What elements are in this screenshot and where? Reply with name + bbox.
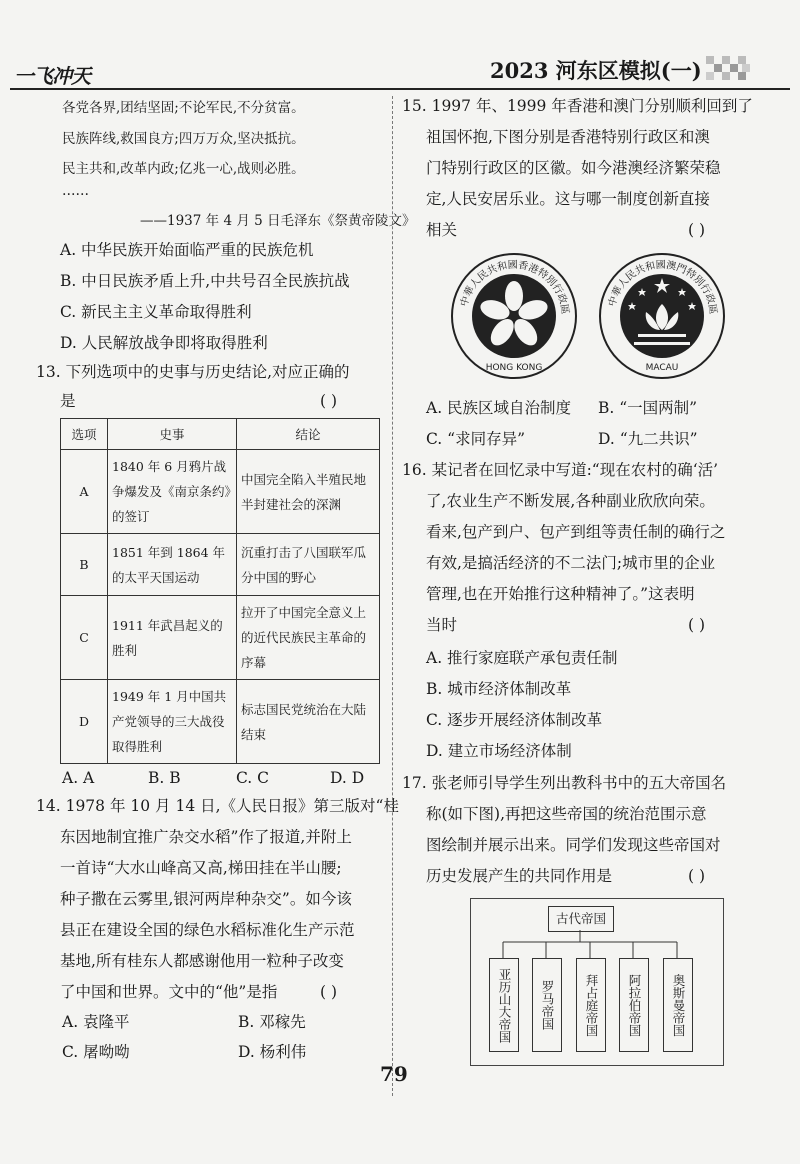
hk-emblem-label: HONG KONG (485, 363, 543, 373)
table-header: 选项 (61, 419, 108, 450)
q16-option-c[interactable]: C. 逐步开展经济体制改革 (426, 711, 603, 729)
q14-option-b[interactable]: B. 邓稼先 (238, 1013, 306, 1031)
history-table (60, 418, 380, 764)
q15-stem-line: 祖国怀抱,下图分别是香港特别行政区和澳 (426, 128, 710, 146)
q17-stem-line: 历史发展产生的共同作用是 (426, 867, 613, 885)
q12-option-a[interactable]: A. 中华民族开始面临严重的民族危机 (60, 241, 314, 259)
q13-stem: 13. 下列选项中的史事与历史结论,对应正确的 (36, 363, 350, 381)
table-cell-event: 1840 年 6 月鸦片战争爆发及《南京条约》的签订 (108, 450, 237, 534)
q14-stem-line: 东因地制宜推广杂交水稻”作了报道,并附上 (60, 828, 352, 846)
header-rule (10, 88, 790, 90)
poem-line: …… (62, 183, 89, 199)
q14-option-c[interactable]: C. 屠呦呦 (62, 1043, 130, 1061)
table-row (61, 450, 380, 534)
poem-source: ——1937 年 4 月 5 日毛泽东《祭黄帝陵文》 (140, 213, 416, 229)
table-cell-option: A (61, 450, 108, 534)
q17-stem-line: 称(如下图),再把这些帝国的统治范围示意 (426, 805, 707, 823)
diagram-node-alexander: 亚历山大帝国 (489, 958, 519, 1052)
hk-emblem-ring-text: 中華人民共和國香港特別行政區 (458, 259, 571, 315)
q12-option-b[interactable]: B. 中日民族矛盾上升,中共号召全民族抗战 (60, 272, 350, 290)
brand-logo: 一飞冲天 (14, 64, 90, 88)
diagram-node-byzantine: 拜占庭帝国 (576, 958, 606, 1052)
q16-option-a[interactable]: A. 推行家庭联产承包责任制 (426, 649, 618, 667)
page-number: 79 (380, 1062, 408, 1086)
q14-option-d[interactable]: D. 杨利伟 (238, 1043, 307, 1061)
table-cell-option: C (61, 596, 108, 680)
poem-line: 民主共和,改革内政;亿兆一心,战则必胜。 (62, 161, 305, 177)
table-cell-conclusion: 拉开了中国完全意义上的近代民族民主革命的序幕 (237, 596, 380, 680)
answer-blank[interactable]: ( ) (688, 221, 706, 239)
q12-option-c[interactable]: C. 新民主主义革命取得胜利 (60, 303, 252, 321)
q14-stem-line: 基地,所有桂东人都感谢他用一粒种子改变 (60, 952, 344, 970)
q13-option-b[interactable]: B. B (148, 769, 181, 787)
table-header: 结论 (237, 419, 380, 450)
q16-option-b[interactable]: B. 城市经济体制改革 (426, 680, 572, 698)
diagram-node-ottoman: 奥斯曼帝国 (663, 958, 693, 1052)
diagram-connectors (470, 930, 722, 960)
q16-option-d[interactable]: D. 建立市场经济体制 (426, 742, 572, 760)
q15-option-d[interactable]: D. “九二共识” (598, 430, 698, 448)
poem-line: 民族阵线,救国良方;四万万众,坚决抵抗。 (62, 131, 305, 147)
macau-emblem-label: MACAU (645, 363, 679, 373)
q14-stem-line: 种子撒在云雾里,银河两岸种杂交”。如今该 (60, 890, 352, 908)
q16-stem-line: 有效,是搞活经济的不二法门;城市里的企业 (426, 554, 716, 572)
checker-decoration (706, 56, 750, 82)
q17-stem-line: 17. 张老师引导学生列出教科书中的五大帝国名 (402, 774, 727, 792)
q16-stem-line: 当时 (426, 616, 458, 634)
q16-stem-line: 了,农业生产不断发展,各种副业欣欣向荣。 (426, 492, 715, 510)
q13-option-d[interactable]: D. D (330, 769, 365, 787)
table-cell-conclusion: 中国完全陷入半殖民地半封建社会的深渊 (237, 450, 380, 534)
table-row (61, 596, 380, 680)
q17-stem-line: 图绘制并展示出来。同学们发现这些帝国对 (426, 836, 721, 854)
macau-emblem-ring-text: 中華人民共和國澳門特別行政區 (606, 259, 719, 315)
q15-option-a[interactable]: A. 民族区域自治制度 (426, 399, 572, 417)
q13-option-a[interactable]: A. A (62, 769, 95, 787)
q16-stem-line: 看来,包产到户、包产到组等责任制的确行之 (426, 523, 726, 541)
exam-title: 2023 河东区模拟(一) (490, 58, 702, 83)
q15-option-c[interactable]: C. “求同存异” (426, 430, 526, 448)
macau-emblem-icon (598, 252, 726, 380)
q15-stem-line: 门特别行政区的区徽。如今港澳经济繁荣稳 (426, 159, 721, 177)
q13-option-c[interactable]: C. C (236, 769, 270, 787)
poem-line: 各党各界,团结坚固;不论军民,不分贫富。 (62, 100, 305, 116)
diagram-node-rome: 罗马帝国 (532, 958, 562, 1052)
q16-stem-line: 16. 某记者在回忆录中写道:“现在农村的确‘活’ (402, 461, 719, 479)
table-header: 史事 (108, 419, 237, 450)
q16-stem-line: 管理,也在开始推行这种精神了。”这表明 (426, 585, 695, 603)
q12-option-d[interactable]: D. 人民解放战争即将取得胜利 (60, 334, 268, 352)
q14-option-a[interactable]: A. 袁隆平 (62, 1013, 130, 1031)
table-cell-event: 1949 年 1 月中国共产党领导的三大战役取得胜利 (108, 680, 237, 764)
table-cell-conclusion: 标志国民党统治在大陆结束 (237, 680, 380, 764)
table-row (61, 534, 380, 596)
q14-stem-line: 了中国和世界。文中的“他”是指 (60, 983, 278, 1001)
hong-kong-emblem-icon (450, 252, 578, 380)
q14-stem-line: 一首诗“大水山峰高又高,梯田挂在半山腰; (60, 859, 342, 877)
q15-option-b[interactable]: B. “一国两制” (598, 399, 698, 417)
table-cell-event: 1851 年到 1864 年的太平天国运动 (108, 534, 237, 596)
diagram-node-arab: 阿拉伯帝国 (619, 958, 649, 1052)
table-cell-option: D (61, 680, 108, 764)
table-cell-option: B (61, 534, 108, 596)
table-cell-event: 1911 年武昌起义的胜利 (108, 596, 237, 680)
answer-blank[interactable]: ( ) (688, 867, 706, 885)
q15-stem-line: 定,人民安居乐业。这与哪一制度创新直接 (426, 190, 710, 208)
answer-blank[interactable]: ( ) (688, 616, 706, 634)
diagram-root-node: 古代帝国 (548, 906, 614, 932)
table-cell-conclusion: 沉重打击了八国联军瓜分中国的野心 (237, 534, 380, 596)
q15-stem-line: 15. 1997 年、1999 年香港和澳门分别顺利回到了 (402, 97, 753, 115)
answer-blank[interactable]: ( ) (320, 983, 338, 1001)
q14-stem-line: 14. 1978 年 10 月 14 日,《人民日报》第三版对“桂 (36, 797, 399, 815)
q13-stem: 是 (60, 392, 76, 410)
table-row (61, 680, 380, 764)
column-divider (392, 96, 393, 1096)
q15-stem-line: 相关 (426, 221, 458, 239)
q14-stem-line: 县正在建设全国的绿色水稻标准化生产示范 (60, 921, 355, 939)
answer-blank[interactable]: ( ) (320, 392, 338, 410)
